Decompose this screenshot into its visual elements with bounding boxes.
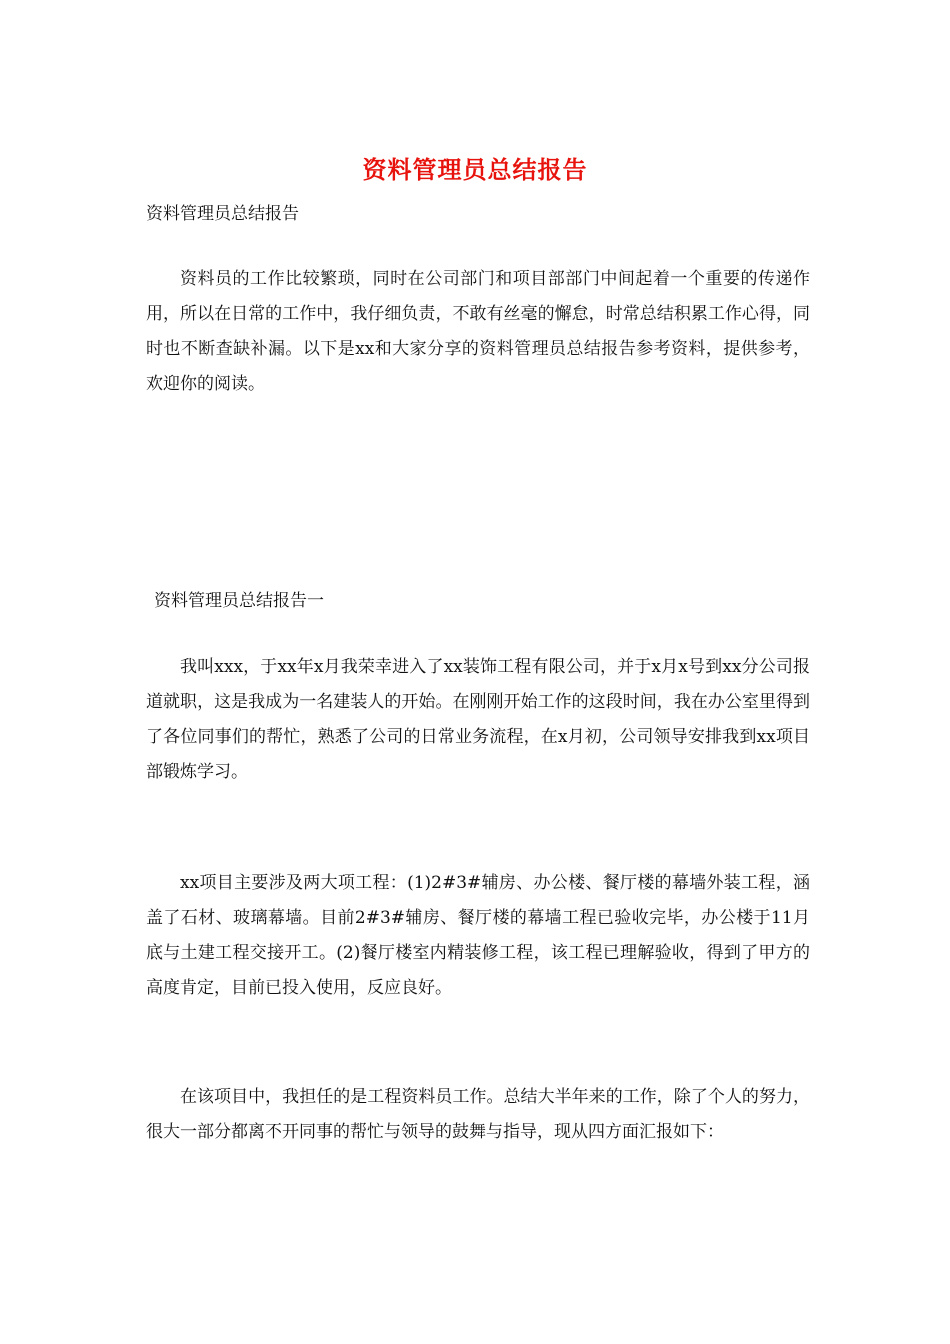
document-title: 资料管理员总结报告 [362,155,588,184]
section-one-heading: 资料管理员总结报告一 [154,591,324,611]
intro-paragraph: 资料员的工作比较繁琐，同时在公司部门和项目部部门中间起着一个重要的传递作用，所以在日常的工作中，我仔细负责，不敢有丝毫的懈怠，时常总结积累工作心得，同时也不断查缺补漏。以下是xx和大家分享的资料管理员总结报告参考资料，提供参考，欢迎你的阅读。 [146,269,810,394]
body-paragraph-1: 我叫xxx，于xx年x月我荣幸进入了xx装饰工程有限公司，并于x月x号到xx分公司报道就职，这是我成为一名建装人的开始。在刚刚开始工作的这段时间，我在办公室里得到了各位同事们的帮忙，熟悉了公司的日常业务流程，在x月初，公司领导安排我到xx项目部锻炼学习。 [146,657,810,782]
document-subtitle: 资料管理员总结报告 [146,204,299,224]
body-paragraph-2: xx项目主要涉及两大项工程：(1)2#3#辅房、办公楼、餐厅楼的幕墙外装工程，涵盖了石材、玻璃幕墙。目前2#3#辅房、餐厅楼的幕墙工程已验收完毕，办公楼于11月底与土建工程交接开工。(2)餐厅楼室内精装修工程，该工程已理解验收，得到了甲方的高度肯定，目前已投入使用，反应良好。 [146,873,810,998]
body-paragraph-3: 在该项目中，我担任的是工程资料员工作。总结大半年来的工作，除了个人的努力，很大一部分都离不开同事的帮忙与领导的鼓舞与指导，现从四方面汇报如下： [146,1087,810,1142]
